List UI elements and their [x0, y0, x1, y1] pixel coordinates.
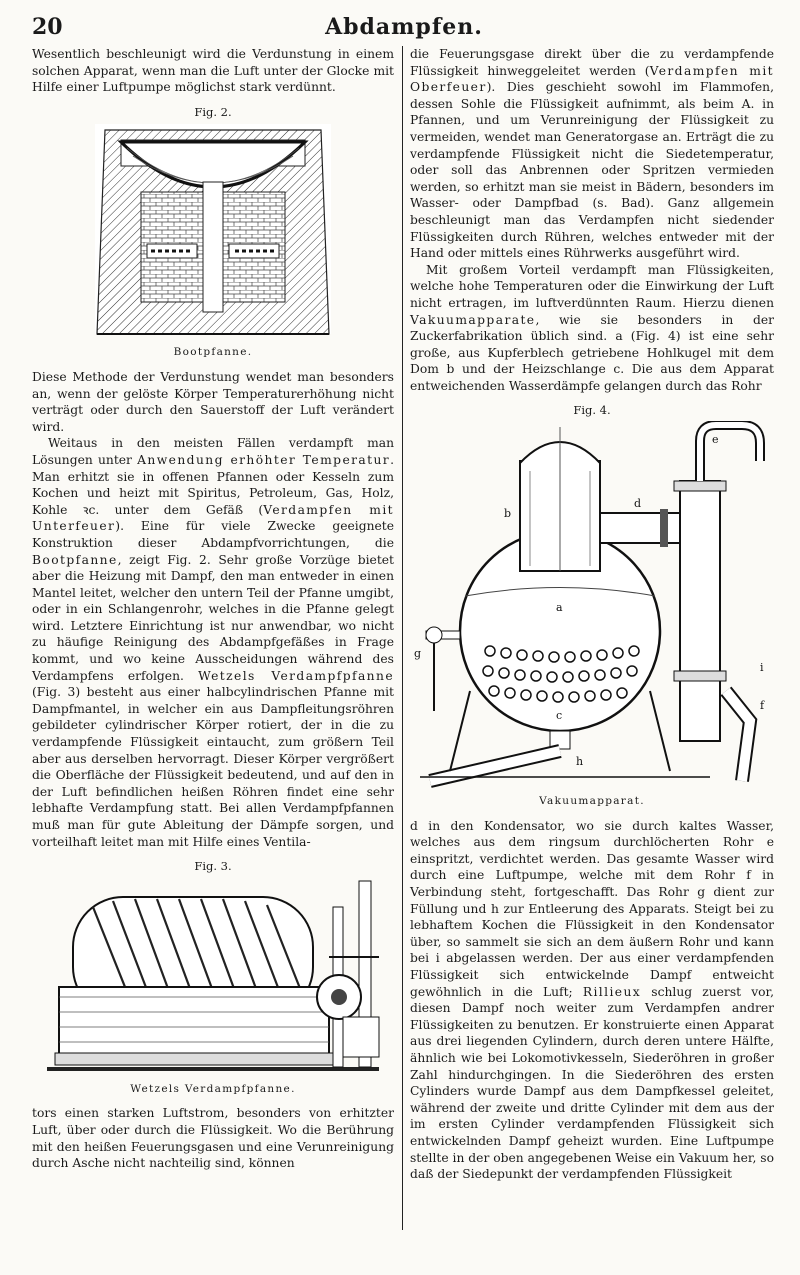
fig4-label: Fig. 4. — [573, 403, 611, 418]
fig2-caption: Bootpfanne. — [173, 346, 253, 359]
left-paragraph-2: Diese Methode der Verdunstung wendet man besonders an, wenn der gelöste Körper Temperaturerhöhung nicht verträgt oder durch den Sauerstoff der Luft verändert wird. — [32, 369, 394, 434]
left-paragraph-4: tors einen starken Luftstrom, besonders von erhitzter Luft, über oder durch die Flüssigkeit. Wo die Berührung mit den heißen Feuerungsgasen und eine Verunreinigung durch Asche nicht nachteilig sind, können — [32, 1106, 394, 1171]
fig4-letter-b: b — [504, 507, 512, 521]
fig2-label: Fig. 2. — [194, 104, 232, 119]
page-number: 20 — [32, 14, 63, 40]
fig4-vacuum-apparatus-illustration — [410, 421, 774, 789]
right-column — [410, 46, 774, 1183]
fig3-caption: Wetzels Verdampfpfanne. — [130, 1082, 296, 1095]
fig4-letter-h: h — [576, 755, 584, 769]
fig4-letter-c: c — [556, 709, 563, 723]
fig4-letter-d: d — [634, 497, 642, 511]
fig4-letter-a: a — [556, 601, 563, 615]
left-column — [32, 46, 394, 1172]
fig4-letter-i: i — [760, 661, 764, 675]
left-paragraph-3: Weitaus in den meisten Fällen verdampft man Lösungen unter Anwendung erhöhter Temperatur. Man erhitzt sie in offenen Pfannen oder Kesseln zum Kochen und heizt mit Spiritus, Petroleum, Gas, Holz, Kohle ꝛc. unter dem Gefäß (Verdampfen mit Unterfeuer). Eine für viele Zwecke geeignete Konstruktion dieser Abdampfvorrichtungen, die Bootpfanne, zeigt Fig. 2. Sehr große Vorzüge bietet aber die Heizung mit Dampf, den man entweder in einen Mantel leitet, welcher den untern Teil der Pfanne umgibt, oder in ein Schlangenrohr, welches in die Pfanne gelegt wird. Letztere Einrichtung ist nur anwendbar, wo nicht zu häufige Reinigung des Abdampfgefäßes in Frage kommt, und wo keine Ausscheidungen während des Verdampfens erfolgen. Wetzels Verdampfpfanne (Fig. 3) besteht aus einer halbcylindrischen Pfanne mit Dampfmantel, in welcher ein aus Dampfleitungsröhren gebildeter cylindrischer Körper rotiert, der in die zu verdampfende Flüssigkeit eintaucht, zum größern Teil aber aus derselben hervorragt. Dieser Körper vergrößert die Oberfläche der Flüssigkeit bedeutend, und auf den in der Luft befindlichen heißen Röhren findet eine sehr lebhafte Verdampfung statt. Bei allen Verdampfpfannen muß man für gute Ableitung der Dämpfe sorgen, und vorteilhaft leitet man mit Hilfe eines Ventila- — [32, 436, 394, 849]
fig4-letter-e: e — [712, 433, 719, 447]
right-paragraph-1: die Feuerungsgase direkt über die zu verdampfende Flüssigkeit hinweggeleitet werden (Verdampfen mit Oberfeuer). Dies geschieht sowohl im Flammofen, dessen Sohle die Flüssigkeit aufnimmt, als beim A. in Pfannen, und um Verunreinigung der Flüssigkeit zu vermeiden, wendet man Generatorgase an. Erträgt die zu verdampfende Flüssigkeit nicht die Siedetemperatur, oder soll das Anbrennen oder Spritzen vermieden werden, so erhitzt man sie meist in Bädern, besonders im Wasser- oder Dampfbad (s. Bad). Ganz allgemein beschleunigt man das Verdampfen nicht siedender Flüssigkeiten durch Rühren, welches entweder mit der Hand oder mittels eines Rührwerks ausgeführt wird. — [410, 47, 775, 261]
fig3-label: Fig. 3. — [194, 859, 232, 874]
running-title: Abdampfen. — [325, 14, 483, 40]
column-rule — [402, 46, 403, 1230]
fig3-wetzel-pan-illustration — [43, 877, 383, 1077]
fig4-letter-g: g — [414, 647, 422, 661]
right-paragraph-2: Mit großem Vorteil verdampft man Flüssigkeiten, welche hohe Temperaturen oder die Einwirkung der Luft nicht ertragen, im luftverdünnten Raum. Hierzu dienen Vakuumapparate, wie sie besonders in der Zuckerfabrikation üblich sind. a (Fig. 4) ist eine sehr große, aus Kupferblech getriebene Hohlkugel mit dem Dom b und der Heizschlange c. Die aus dem Apparat entweichenden Wasserdämpfe gelangen durch das Rohr — [410, 262, 774, 393]
fig2-boat-pan-illustration — [93, 122, 333, 340]
page-header — [32, 14, 776, 40]
fig4-letter-f: f — [760, 699, 765, 713]
left-paragraph-1: Wesentlich beschleunigt wird die Verdunstung in einem solchen Apparat, wenn man die Luft unter der Glocke mit Hilfe einer Luftpumpe möglichst stark verdünnt. — [32, 47, 394, 95]
fig4-caption: Vakuumapparat. — [539, 795, 645, 808]
right-paragraph-3: d in den Kondensator, wo sie durch kaltes Wasser, welches aus dem ringsum durchlöcherten Rohr e einspritzt, verdichtet werden. Das gesamte Wasser wird durch eine Luftpumpe, welche mit dem Rohr f in Verbindung steht, fortgeschafft. Das Rohr g dient zur Füllung und h zur Entleerung des Apparats. Steigt bei zu lebhaftem Kochen die Flüssigkeit in den Kondensator über, so sammelt sie sich an dem äußern Rohr und kann bei i abgelassen werden. Der aus einer verdampfenden Flüssigkeit sich entwickelnde Dampf entweicht gewöhnlich in die Luft; Rillieux schlug zuerst vor, diesen Dampf noch weiter zum Verdampfen andrer Flüssigkeiten zu benutzen. Er konstruierte einen Apparat aus drei liegenden Cylindern, durch deren untere Hälfte, ähnlich wie bei Lokomotivkesseln, Siederöhren in großer Zahl hindurchgingen. In die Siederöhren des ersten Cylinders wurde Dampf aus dem Dampfkessel geleitet, während der zweite und dritte Cylinder mit dem aus der im ersten Cylinder verdampfenden Flüssigkeit sich entwickelnden Dampf geheizt wurden. Eine Luftpumpe stellte in der oben angegebenen Weise ein Vakuum her, so daß der Siedepunkt der verdampfenden Flüssigkeit — [410, 818, 774, 1182]
